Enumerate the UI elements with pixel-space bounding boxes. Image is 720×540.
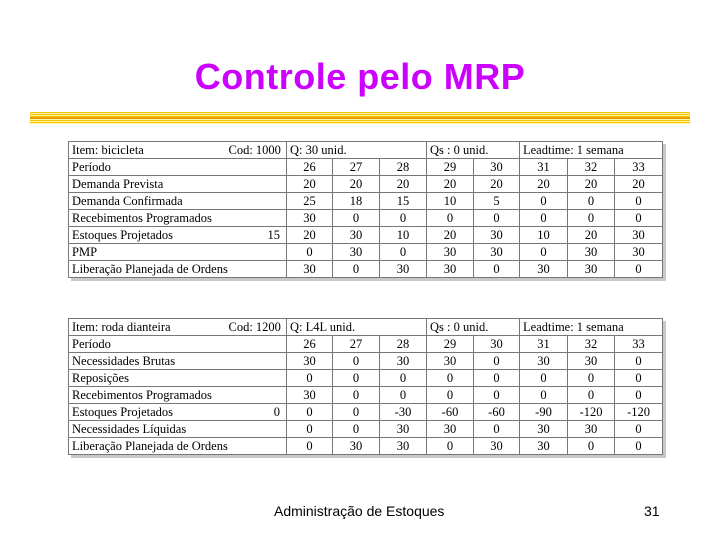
period-value: -60 (474, 404, 520, 421)
footer-text: Administração de Estoques (274, 503, 445, 519)
period-value: 0 (520, 370, 568, 387)
period-value: 0 (615, 210, 663, 227)
period-value: 0 (520, 387, 568, 404)
period-value: 0 (333, 370, 380, 387)
period-value: 20 (380, 176, 427, 193)
table-row (69, 404, 663, 421)
leadtime: Leadtime: 1 semana (520, 319, 663, 336)
period-value: 0 (427, 210, 474, 227)
period-value: 30 (287, 261, 333, 278)
mrp-table-bicicleta-wrapper (68, 141, 663, 278)
period-value: 0 (427, 387, 474, 404)
row-label: Recebimentos Programados (69, 210, 229, 227)
table-row (69, 438, 663, 455)
mrp-table-roda-dianteira (68, 318, 663, 455)
period-value: 30 (615, 227, 663, 244)
period-value: 20 (287, 176, 333, 193)
row-label: Necessidades Brutas (69, 353, 229, 370)
period-value: 25 (287, 193, 333, 210)
period-value: 20 (615, 176, 663, 193)
item-code: Cod: 1200 (229, 319, 287, 336)
period-value: 27 (333, 159, 380, 176)
period-value: 30 (333, 244, 380, 261)
table-row (69, 193, 663, 210)
period-value: 30 (568, 353, 615, 370)
period-value: 20 (333, 176, 380, 193)
period-value: 30 (287, 387, 333, 404)
table-row (69, 227, 663, 244)
row-label: Recebimentos Programados (69, 387, 229, 404)
period-value: 10 (427, 193, 474, 210)
period-value: 26 (287, 336, 333, 353)
title-divider-line (30, 117, 690, 119)
period-value: 0 (474, 421, 520, 438)
mrp-table-roda-wrapper (68, 318, 663, 455)
period-value: 30 (427, 421, 474, 438)
table-row (69, 210, 663, 227)
period-value: 33 (615, 336, 663, 353)
period-value: 31 (520, 336, 568, 353)
period-value: 30 (615, 244, 663, 261)
item-name: Item: roda dianteira (69, 319, 229, 336)
period-value: 10 (380, 227, 427, 244)
period-value: 20 (568, 227, 615, 244)
row-label: Reposições (69, 370, 229, 387)
period-value: 30 (474, 159, 520, 176)
safety-stock: Qs : 0 unid. (427, 319, 520, 336)
period-value: 0 (474, 387, 520, 404)
period-value: 30 (380, 421, 427, 438)
period-value: 0 (615, 438, 663, 455)
period-value: 0 (427, 438, 474, 455)
period-value: 28 (380, 336, 427, 353)
period-value: 28 (380, 159, 427, 176)
period-value: -60 (427, 404, 474, 421)
initial-value (229, 261, 287, 278)
period-value: 0 (380, 210, 427, 227)
period-value: 0 (474, 353, 520, 370)
period-value: 20 (568, 176, 615, 193)
period-value: 0 (287, 370, 333, 387)
initial-value (229, 193, 287, 210)
period-value: 31 (520, 159, 568, 176)
period-value: 0 (615, 261, 663, 278)
period-value: 30 (520, 438, 568, 455)
period-value: 20 (427, 176, 474, 193)
table-row (69, 370, 663, 387)
page-number: 31 (644, 503, 660, 519)
period-value: 27 (333, 336, 380, 353)
row-label: Demanda Confirmada (69, 193, 229, 210)
period-value: 0 (380, 244, 427, 261)
period-value: 15 (380, 193, 427, 210)
period-value: 30 (333, 438, 380, 455)
row-label: Necessidades Líquidas (69, 421, 229, 438)
period-value: 30 (568, 421, 615, 438)
period-value: 0 (287, 404, 333, 421)
table-row (69, 353, 663, 370)
period-value: 0 (333, 261, 380, 278)
period-value: 30 (520, 353, 568, 370)
period-value: 30 (287, 210, 333, 227)
period-value: 0 (568, 210, 615, 227)
period-value: 29 (427, 159, 474, 176)
period-value: -90 (520, 404, 568, 421)
table-row (69, 159, 663, 176)
table-row (69, 244, 663, 261)
row-label: Demanda Prevista (69, 176, 229, 193)
period-value: 10 (520, 227, 568, 244)
initial-value (229, 353, 287, 370)
lot-size: Q: 30 unid. (287, 142, 427, 159)
initial-value (229, 387, 287, 404)
period-value: 0 (568, 193, 615, 210)
period-value: 29 (427, 336, 474, 353)
initial-value (229, 210, 287, 227)
period-value: 20 (474, 176, 520, 193)
period-value: 30 (474, 336, 520, 353)
row-label: PMP (69, 244, 229, 261)
table-row (69, 176, 663, 193)
period-value: 30 (380, 261, 427, 278)
initial-value (229, 336, 287, 353)
period-value: 30 (520, 421, 568, 438)
period-value: 32 (568, 159, 615, 176)
period-value: 0 (615, 421, 663, 438)
period-value: 30 (520, 261, 568, 278)
slide-title: Controle pelo MRP (194, 56, 526, 97)
table-body (69, 336, 663, 455)
period-value: 20 (520, 176, 568, 193)
period-value: 0 (520, 244, 568, 261)
initial-value (229, 421, 287, 438)
initial-value (229, 244, 287, 261)
initial-value: 15 (229, 227, 287, 244)
period-value: 32 (568, 336, 615, 353)
period-value: -120 (568, 404, 615, 421)
row-label: Período (69, 336, 229, 353)
initial-value: 0 (229, 404, 287, 421)
period-value: 20 (287, 227, 333, 244)
period-value: 30 (287, 353, 333, 370)
mrp-table-bicicleta (68, 141, 663, 278)
period-value: 0 (380, 370, 427, 387)
period-value: 0 (333, 210, 380, 227)
period-value: 5 (474, 193, 520, 210)
period-value: 33 (615, 159, 663, 176)
period-value: 0 (333, 404, 380, 421)
period-value: 0 (568, 438, 615, 455)
initial-value (229, 438, 287, 455)
row-label: Estoques Projetados (69, 227, 229, 244)
initial-value (229, 176, 287, 193)
period-value: 0 (474, 261, 520, 278)
row-label: Estoques Projetados (69, 404, 229, 421)
table-header-row (69, 142, 663, 159)
period-value: 0 (520, 210, 568, 227)
period-value: 0 (333, 387, 380, 404)
item-name: Item: bicicleta (69, 142, 229, 159)
initial-value (229, 159, 287, 176)
period-value: 0 (287, 438, 333, 455)
period-value: 0 (568, 387, 615, 404)
period-value: 0 (474, 370, 520, 387)
period-value: 30 (474, 227, 520, 244)
period-value: 0 (380, 387, 427, 404)
period-value: 30 (427, 244, 474, 261)
period-value: 0 (474, 210, 520, 227)
period-value: 0 (520, 193, 568, 210)
table-row (69, 261, 663, 278)
period-value: 18 (333, 193, 380, 210)
period-value: -120 (615, 404, 663, 421)
row-label: Liberação Planejada de Ordens (69, 438, 229, 455)
row-label: Período (69, 159, 229, 176)
period-value: 0 (287, 244, 333, 261)
period-value: 30 (427, 353, 474, 370)
period-value: 30 (427, 261, 474, 278)
period-value: 30 (380, 438, 427, 455)
table-header-row (69, 319, 663, 336)
safety-stock: Qs : 0 unid. (427, 142, 520, 159)
period-value: 30 (568, 244, 615, 261)
period-value: 0 (287, 421, 333, 438)
period-value: 30 (568, 261, 615, 278)
period-value: 0 (568, 370, 615, 387)
leadtime: Leadtime: 1 semana (520, 142, 663, 159)
period-value: 0 (427, 370, 474, 387)
period-value: 20 (427, 227, 474, 244)
period-value: 30 (474, 438, 520, 455)
period-value: 0 (615, 370, 663, 387)
table-row (69, 421, 663, 438)
table-row (69, 336, 663, 353)
period-value: 0 (615, 387, 663, 404)
period-value: 30 (474, 244, 520, 261)
row-label: Liberação Planejada de Ordens (69, 261, 229, 278)
period-value: 26 (287, 159, 333, 176)
period-value: 0 (333, 353, 380, 370)
period-value: -30 (380, 404, 427, 421)
lot-size: Q: L4L unid. (287, 319, 427, 336)
initial-value (229, 370, 287, 387)
table-body (69, 159, 663, 278)
period-value: 0 (333, 421, 380, 438)
period-value: 30 (333, 227, 380, 244)
period-value: 30 (380, 353, 427, 370)
item-code: Cod: 1000 (229, 142, 287, 159)
period-value: 0 (615, 193, 663, 210)
table-row (69, 387, 663, 404)
period-value: 0 (615, 353, 663, 370)
